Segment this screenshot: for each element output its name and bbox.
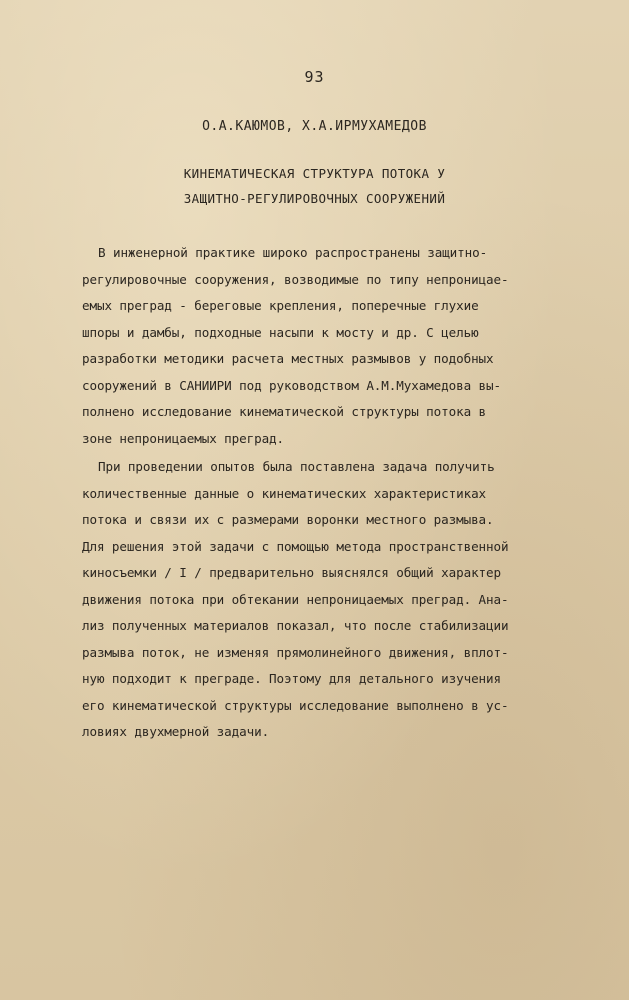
page-number: 93 bbox=[304, 68, 325, 86]
paragraph-2 bbox=[82, 454, 522, 746]
text-line: количественные данные о кинематических характеристиках bbox=[82, 485, 487, 501]
text-line: ловиях двухмерной задачи. bbox=[82, 724, 270, 739]
text-line: ную подходит к преграде. Поэтому для детального изучения bbox=[82, 671, 501, 686]
text-line: шпоры и дамбы, подходные насыпи к мосту и др. С целью bbox=[82, 324, 479, 340]
text-line: его кинематической структуры исследование выполнено в ус- bbox=[82, 697, 509, 713]
text-line: При проведении опытов была поставлена задача получить bbox=[98, 459, 495, 474]
text-line: размыва поток, не изменяя прямолинейного движения, вплот- bbox=[82, 644, 509, 660]
article-title bbox=[0, 161, 629, 211]
title-line: ЗАЩИТНО-РЕГУЛИРОВОЧНЫХ СООРУЖЕНИЙ bbox=[183, 191, 446, 206]
title-line: КИНЕМАТИЧЕСКАЯ СТРУКТУРА ПОТОКА У bbox=[183, 166, 446, 181]
text-line: сооружений в САНИИРИ под руководством А.М.Мухамедова вы- bbox=[82, 377, 501, 393]
text-line: разработки методики расчета местных размывов у подобных bbox=[82, 351, 494, 366]
text-line: Для решения этой задачи с помощью метода пространственной bbox=[82, 538, 509, 554]
text-line: зоне непроницаемых преград. bbox=[82, 430, 285, 446]
text-line: лиз полученных материалов показал, что после стабилизации bbox=[82, 618, 509, 633]
body-text bbox=[82, 240, 522, 746]
paragraph-1 bbox=[82, 240, 522, 452]
text-line: регулировочные сооружения, возводимые по типу непроницае- bbox=[82, 271, 509, 287]
text-line: киносъемки / I / предварительно выяснялся общий характер bbox=[82, 565, 501, 580]
text-line: полнено исследование кинематической структуры потока в bbox=[82, 404, 487, 419]
text-line: потока и связи их с размерами воронки местного размыва. bbox=[82, 512, 494, 527]
text-line: В инженерной практике широко распространены защитно- bbox=[98, 245, 488, 260]
text-line: движения потока при обтекании непроницаемых преград. Ана- bbox=[82, 591, 509, 607]
authors: О.А.КАЮМОВ, Х.А.ИРМУХАМЕДОВ bbox=[202, 119, 427, 134]
text-line: емых преград - береговые крепления, поперечные глухие bbox=[82, 298, 479, 313]
